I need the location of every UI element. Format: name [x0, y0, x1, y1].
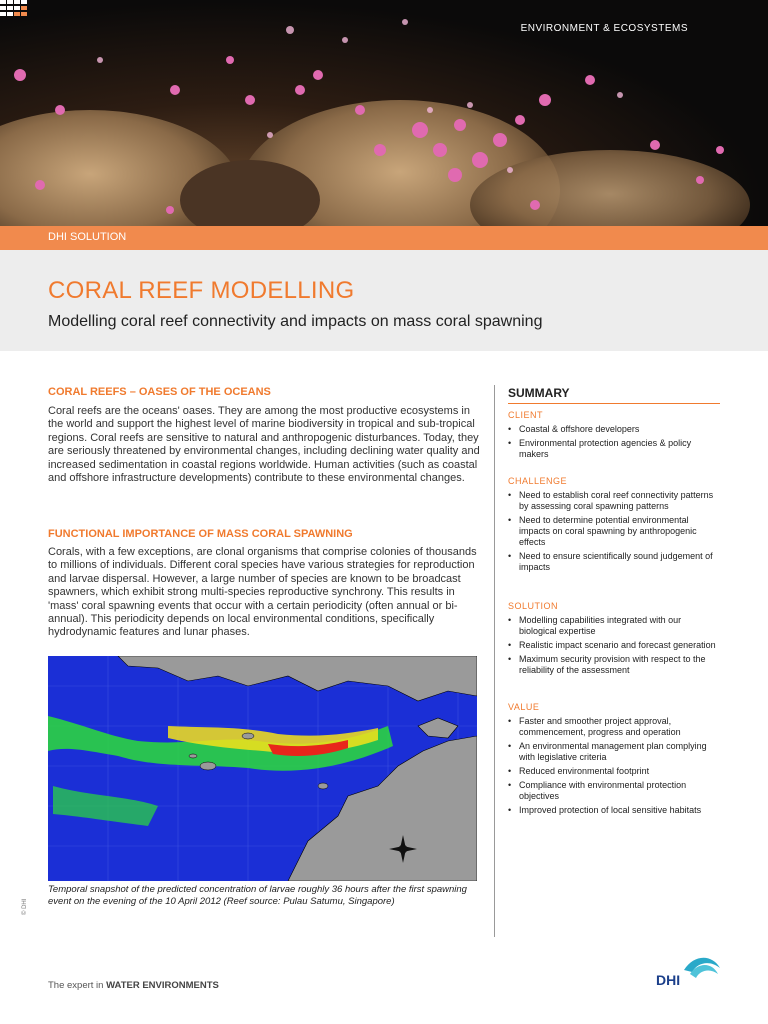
summary-solution-label: SOLUTION — [508, 601, 559, 611]
section-heading-coral-reefs: CORAL REEFS – OASES OF THE OCEANS — [48, 386, 271, 398]
list-item: • Faster and smoother project approval, commencement, progress and operation — [508, 716, 720, 738]
section-text-spawning: Corals, with a few exceptions, are clonal organisms that comprise colonies of thousands to millions of individuals. Different coral species have various strategies for reproduction and larvae dispersal. However, a large number of species are known to be broadcast spawners, which exhibit strong multi-species reproductive synchrony. This results in 'mass' coral spawning events that occur with a certain periodicity (often annual or bi-annual). This periodicity depends on local environmental conditions, specifically hydrodynamic features and lunar phases. — [48, 546, 477, 639]
list-item: • Maximum security provision with respect to the reliability of the assessment — [508, 654, 720, 676]
section-heading-spawning: FUNCTIONAL IMPORTANCE OF MASS CORAL SPAWNING — [48, 528, 353, 540]
figure-caption: Temporal snapshot of the predicted concentration of larvae roughly 36 hours after the first spawning event on the evening of the 10 April 2012 (Reef source: Pulau Satumu, Singapore) — [48, 884, 467, 907]
summary-client-list — [508, 424, 720, 463]
category-label: ENVIRONMENT & ECOSYSTEMS — [520, 23, 688, 34]
list-item: • Need to establish coral reef connectivity patterns by assessing coral spawning patterns — [508, 490, 720, 512]
hero-coral-photo — [0, 0, 768, 226]
list-item: • Modelling capabilities integrated with our biological expertise — [508, 615, 720, 637]
solution-band — [0, 226, 768, 250]
summary-rule — [508, 403, 720, 404]
list-item: • Environmental protection agencies & policy makers — [508, 438, 720, 460]
page-subtitle: Modelling coral reef connectivity and impacts on mass coral spawning — [48, 313, 543, 330]
larvae-concentration-map — [48, 656, 477, 881]
list-item: • Improved protection of local sensitive habitats — [508, 805, 720, 816]
summary-value-label: VALUE — [508, 702, 540, 712]
list-item: • Reduced environmental footprint — [508, 766, 720, 777]
list-item: • Need to ensure scientifically sound judgement of impacts — [508, 551, 720, 573]
list-item: • Realistic impact scenario and forecast generation — [508, 640, 720, 651]
tagline-prefix: The expert in — [48, 980, 104, 991]
list-item: • An environmental management plan complying with legislative criteria — [508, 741, 720, 763]
summary-title: SUMMARY — [508, 386, 570, 400]
dhi-logo-text: DHI — [656, 972, 681, 988]
summary-challenge-list — [508, 490, 720, 576]
summary-challenge-label: CHALLENGE — [508, 476, 568, 486]
list-item: • Need to determine potential environmental impacts on coral spawning by anthropogenic effects — [508, 515, 720, 548]
footer-tagline — [48, 980, 219, 991]
map-graphic — [48, 656, 477, 881]
list-item: • Compliance with environmental protection objectives — [508, 780, 720, 802]
summary-client-label: CLIENT — [508, 410, 544, 420]
section-text-coral-reefs: Coral reefs are the oceans' oases. They are among the most productive ecosystems in the world and support the highest level of marine biodiversity in tropical and sub-tropical regions. Coral reefs are sensitive to natural and anthropogenic disturbances. Today, they are seriously threatened by environmental changes, including declining water quality and increased sedimentation in coastal regions worldwide. Human activities (such as coastal and offshore infrastructure developments) contribute to these environmental changes. — [48, 405, 480, 485]
summary-solution-list — [508, 615, 720, 679]
tagline-bold: WATER ENVIRONMENTS — [106, 980, 219, 991]
band-label: DHI SOLUTION — [48, 231, 127, 243]
list-item: • Coastal & offshore developers — [508, 424, 720, 435]
dhi-logo — [654, 950, 724, 995]
column-divider — [494, 385, 495, 937]
dhi-grid-icon — [0, 0, 28, 20]
copyright-note: © DHI — [22, 898, 28, 915]
page-title: CORAL REEF MODELLING — [48, 277, 355, 304]
summary-value-list — [508, 716, 720, 819]
